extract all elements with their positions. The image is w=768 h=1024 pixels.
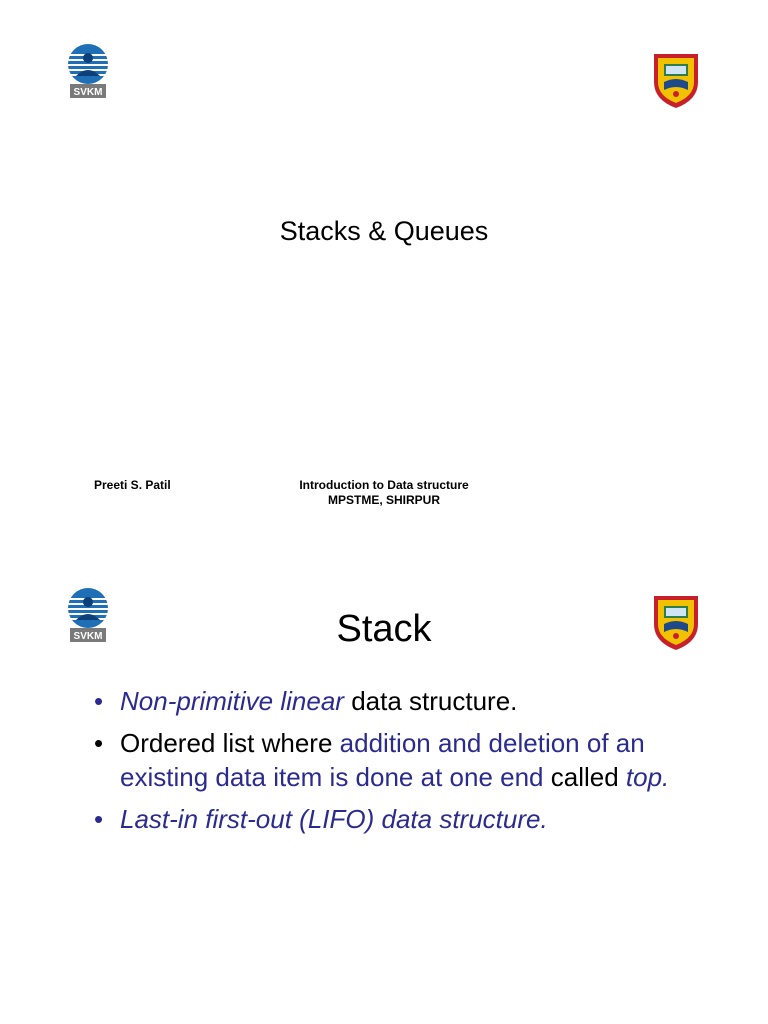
slide-heading: Stack [336, 608, 432, 650]
svg-text:SVKM: SVKM [73, 631, 103, 642]
bullet-icon: • [94, 804, 104, 834]
presentation-title: Stacks & Queues [279, 216, 489, 246]
bullet-icon: • [94, 728, 104, 758]
slide-stack [0, 540, 768, 1024]
svkm-logo [64, 44, 112, 100]
bullet-emphasis: Non-primitive linear [120, 686, 344, 716]
bullet-list [94, 684, 694, 844]
footer-course: Introduction to Data structure [299, 478, 469, 492]
bullet-emphasis: top. [625, 762, 670, 792]
bullet-text: called [543, 762, 626, 792]
footer-institute: MPSTME, SHIRPUR [327, 493, 440, 507]
bullet-highlight: addition and deletion of an existing data item is done at one end [120, 728, 645, 792]
footer-course-info [234, 478, 534, 508]
college-crest-icon [652, 52, 700, 110]
bullet-text: Ordered list where [120, 728, 340, 758]
bullet-text: data structure. [343, 686, 518, 716]
bullet-emphasis: Last-in first-out (LIFO) data structure. [120, 804, 548, 834]
bullet-item [94, 726, 694, 794]
bullet-item [94, 684, 694, 718]
svg-text:SVKM: SVKM [73, 87, 103, 98]
bullet-icon: • [94, 686, 104, 716]
bullet-item [94, 802, 694, 836]
footer-author: Preeti S. Patil [94, 478, 171, 492]
